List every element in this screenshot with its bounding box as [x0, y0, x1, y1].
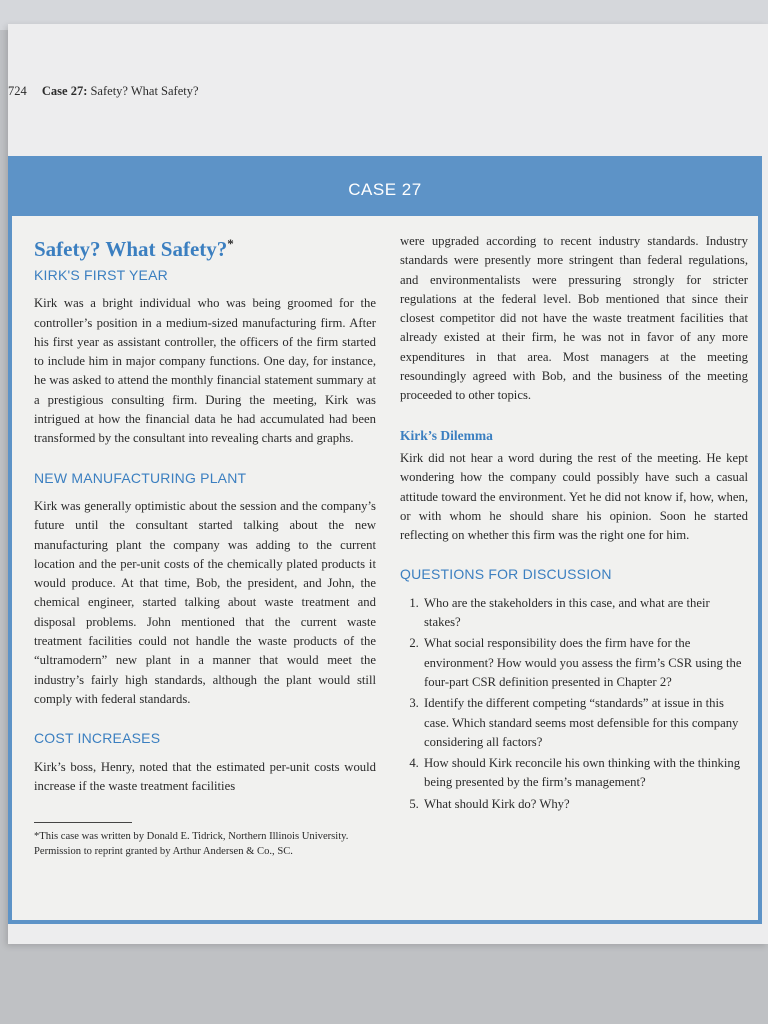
- right-column: [400, 232, 748, 816]
- left-column: [34, 232, 376, 859]
- running-head-case-label: Case 27:: [41, 84, 88, 98]
- question-item: 4. How should Kirk reconcile his own thinking with the thinking being presented by the firm’s management?: [422, 754, 748, 793]
- paragraph-new-plant: Kirk was generally optimistic about the session and the company’s future until the consultant started talking about the new manufacturing plant the company was adding to the current location and the per-unit costs of the chemically plated products it would produce. At that time, Bob, the president, and John, the chemical engineer, started talking about waste treatment and disposal problems. John mentioned that the current waste treatment facilities could not handle the waste products of the “ultramodern” new plant in a manner that would meet the industry’s fairly high standards, although the plant would still comply with federal standards.: [34, 498, 376, 706]
- heading-cost-increases: COST INCREASES: [34, 730, 161, 747]
- question-item: 2. What social responsibility does the firm have for the environment? How would you assess the firm’s CSR using the four-part CSR definition presented in Chapter 2?: [422, 634, 748, 692]
- book-page: [8, 24, 768, 944]
- heading-new-plant: NEW MANUFACTURING PLANT: [34, 469, 247, 486]
- paragraph-cost-increases: Kirk’s boss, Henry, noted that the estimated per-unit costs would increase if the waste treatment facilities: [34, 759, 376, 793]
- footnote: *This case was written by Donald E. Tidrick, Northern Illinois University. Permission to reprint granted by Arthur Andersen & Co., SC.: [34, 831, 349, 858]
- case-title-text: Safety? What Safety?: [34, 237, 228, 261]
- case-banner: CASE 27: [12, 160, 758, 216]
- paragraph-dilemma: Kirk did not hear a word during the rest of the meeting. He kept wondering how the company could possibly have such a casual attitude toward the environment. Yet he did not know if, how, when, or with whom he should share his opinion. Soon he started reflecting on whether this firm was the right one for him.: [400, 450, 748, 543]
- paragraph-first-year: Kirk was a bright individual who was being groomed for the controller’s position in a medium-sized manufacturing firm. After his first year as assistant controller, the officers of the firm started to include him in major company functions. One day, for instance, he was asked to attend the monthly financial statement summary at a prestigious consulting firm. During the meeting, Kirk was intrigued at how the financial data he had accumulated had been transformed by the consultant into revealing charts and graphs.: [34, 296, 376, 446]
- running-head-case-title: Safety? What Safety?: [90, 84, 199, 98]
- question-item: 5. What should Kirk do? Why?: [422, 795, 748, 814]
- heading-first-year: KIRK'S FIRST YEAR: [34, 267, 168, 283]
- case-title-footnote-mark: *: [227, 236, 234, 251]
- question-list: [400, 594, 748, 814]
- heading-questions: QUESTIONS FOR DISCUSSION: [400, 566, 612, 583]
- paragraph-cost-increases-continued: were upgraded according to recent industry standards. Industry standards were presently more stringent than federal regulations, and environmentalists were pressuring strongly for stricter regulations at the federal level. Bob mentioned that since their closest competitor did not have the waste treatment facilities that already existed at their firm, he was not in favor of any more expenditures in that area. Most managers at the meeting resoundingly agreed with Bob, and the business of the meeting proceeded to other topics.: [400, 234, 748, 403]
- running-head: [8, 84, 199, 99]
- heading-dilemma: Kirk’s Dilemma: [400, 427, 493, 443]
- case-title: [34, 232, 376, 261]
- page-number: 724: [8, 84, 27, 98]
- footnote-rule: [34, 822, 132, 823]
- case-box: [8, 156, 762, 924]
- question-item: 3. Identify the different competing “standards” at issue in this case. Which standard seems most defensible for this company considering all factors?: [422, 694, 748, 752]
- question-item: 1. Who are the stakeholders in this case, and what are their stakes?: [422, 594, 748, 633]
